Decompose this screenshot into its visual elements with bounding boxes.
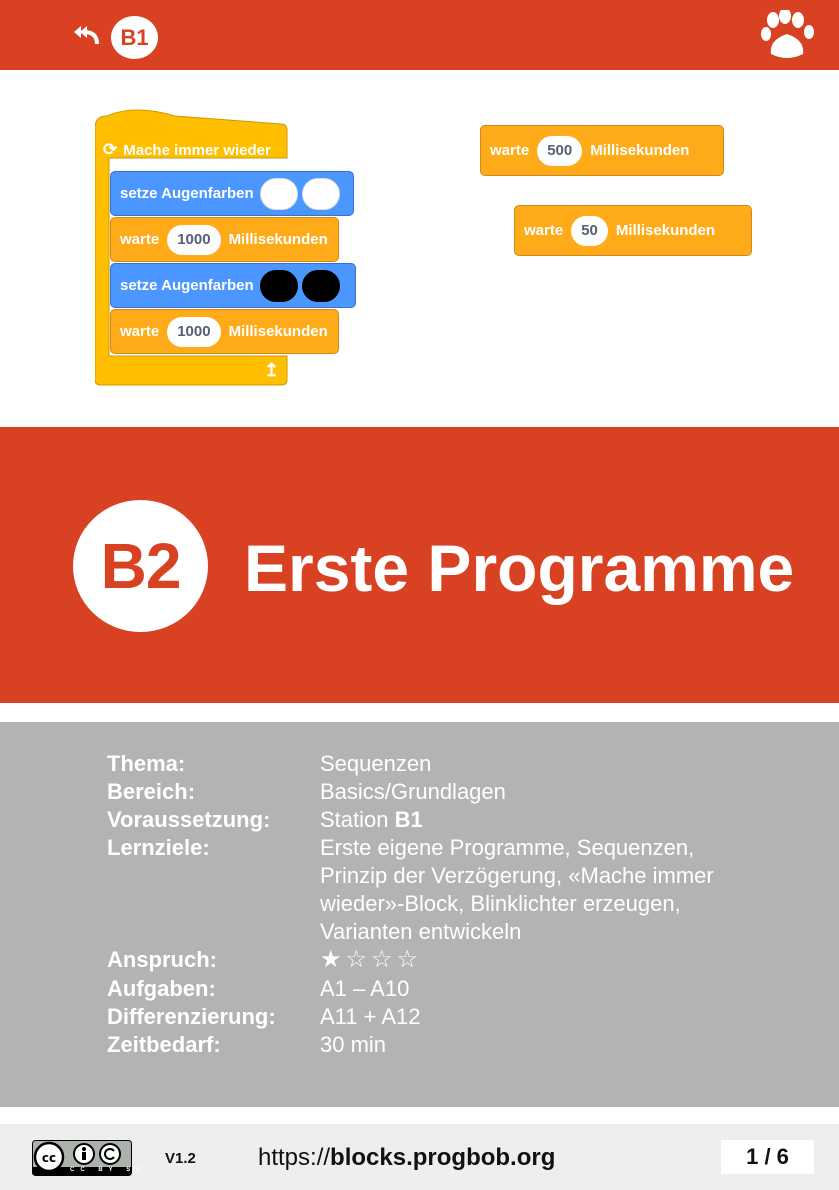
set-eye-color-label: setze Augenfarben [120, 277, 254, 294]
set-eye-color-label: setze Augenfarben [120, 185, 254, 202]
wait-block-2[interactable] [110, 309, 339, 354]
url-prefix: https:// [258, 1144, 331, 1171]
page-indicator: 1 / 6 [721, 1140, 814, 1174]
loop-block-label: Mache immer wieder [123, 141, 271, 159]
info-value-station: B1 [394, 807, 423, 832]
back-arrow-icon[interactable] [72, 24, 100, 46]
milliseconds-label: Millisekunden [228, 323, 328, 340]
set-eye-color-block-1[interactable] [110, 171, 354, 216]
wait-value-input[interactable]: 1000 [167, 225, 220, 255]
loop-icon: ⟳ [103, 140, 118, 159]
eye-color-swatch-left[interactable] [260, 270, 298, 302]
url-domain: blocks.progbob.org [330, 1144, 556, 1171]
difficulty-stars: ★☆☆☆ [320, 946, 423, 973]
wait-block-50[interactable] [514, 205, 752, 256]
info-label: Bereich: [107, 779, 196, 804]
wait-value-input[interactable]: 500 [537, 136, 582, 166]
wait-label: warte [120, 323, 160, 340]
info-label: Aufgaben: [107, 976, 216, 1001]
milliseconds-label: Millisekunden [615, 222, 716, 239]
info-label: Voraussetzung: [107, 807, 271, 832]
wait-value-input[interactable]: 50 [571, 216, 608, 246]
info-label: Lernziele: [107, 835, 210, 860]
info-label: Differenzierung: [107, 1004, 276, 1029]
loop-block-header[interactable] [103, 136, 271, 164]
info-value: A1 – A10 [320, 976, 410, 1001]
eye-color-swatch-right[interactable] [302, 178, 340, 210]
info-label: Zeitbedarf: [107, 1032, 221, 1057]
info-value-prefix: Station [320, 807, 395, 832]
page-title: Erste Programme [244, 531, 795, 605]
wait-label: warte [120, 231, 160, 248]
svg-text:cc: cc [41, 1151, 57, 1165]
info-value: A11 + A12 [320, 1004, 421, 1029]
milliseconds-label: Millisekunden [590, 142, 690, 159]
info-value: 30 min [320, 1032, 387, 1057]
eye-color-swatch-left[interactable] [260, 178, 298, 210]
wait-value-input[interactable]: 1000 [167, 317, 220, 347]
wait-block-500[interactable] [480, 125, 724, 176]
set-eye-color-block-2[interactable] [110, 263, 356, 308]
eye-color-swatch-right[interactable] [302, 270, 340, 302]
wait-block-1[interactable] [110, 217, 339, 262]
info-value: Erste eigene Programme, Sequenzen, Prinzip der Verzögerung, «Mache immer wieder»-Block, Blinklichter erzeugen, Varianten entwickeln [320, 835, 714, 944]
website-link[interactable] [258, 1144, 555, 1172]
info-value [320, 806, 760, 834]
back-station-badge[interactable]: B1 [111, 16, 158, 59]
version-label: V1.2 [165, 1150, 196, 1167]
info-value: Basics/Grundlagen [320, 779, 506, 804]
station-badge: B2 [73, 500, 208, 632]
code-blocks-area [0, 70, 839, 427]
info-label: Anspruch: [107, 947, 217, 972]
wait-label: warte [524, 222, 564, 239]
wait-label: warte [490, 142, 530, 159]
paw-icon [761, 10, 817, 60]
info-label: Thema: [107, 751, 186, 776]
info-value: Sequenzen [320, 751, 432, 776]
license-text: CC BY SA [70, 1167, 147, 1173]
loop-end-arrow-icon: ↥ [264, 360, 280, 380]
milliseconds-label: Millisekunden [228, 231, 328, 248]
